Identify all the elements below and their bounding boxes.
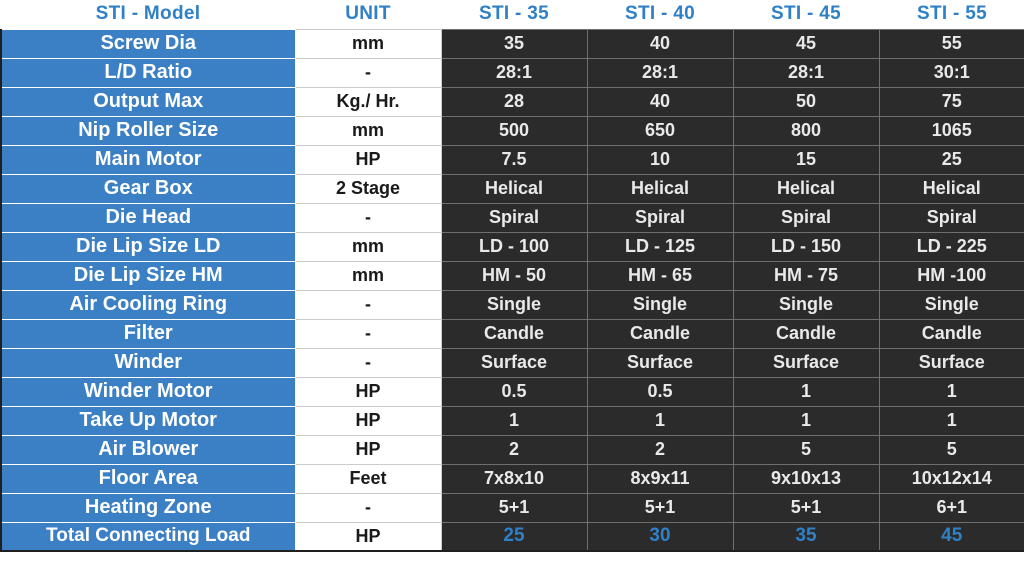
table-row (1, 29, 1024, 58)
row-label: Die Lip Size LD (1, 232, 295, 261)
table-row (1, 145, 1024, 174)
row-value: HM -100 (879, 261, 1024, 290)
row-label: Take Up Motor (1, 406, 295, 435)
row-value: 35 (441, 29, 587, 58)
row-unit: - (295, 290, 441, 319)
column-header-model: STI - Model (1, 0, 295, 29)
row-value: Candle (879, 319, 1024, 348)
row-value: 2 (587, 435, 733, 464)
table-row (1, 377, 1024, 406)
table-row (1, 174, 1024, 203)
row-value: Single (879, 290, 1024, 319)
row-value: LD - 100 (441, 232, 587, 261)
row-unit: HP (295, 377, 441, 406)
row-value: 28:1 (587, 58, 733, 87)
row-value: 45 (879, 522, 1024, 551)
row-unit: mm (295, 116, 441, 145)
table-row (1, 261, 1024, 290)
row-value: Surface (587, 348, 733, 377)
row-value: Spiral (587, 203, 733, 232)
row-unit: HP (295, 435, 441, 464)
row-unit: - (295, 493, 441, 522)
row-value: Helical (879, 174, 1024, 203)
row-unit: mm (295, 261, 441, 290)
row-unit: Kg./ Hr. (295, 87, 441, 116)
row-unit: - (295, 203, 441, 232)
table-row (1, 464, 1024, 493)
table-row (1, 435, 1024, 464)
row-label: Gear Box (1, 174, 295, 203)
row-label: Heating Zone (1, 493, 295, 522)
row-unit: mm (295, 232, 441, 261)
row-value: Spiral (879, 203, 1024, 232)
row-value: Candle (733, 319, 879, 348)
row-label: Winder Motor (1, 377, 295, 406)
row-unit: mm (295, 29, 441, 58)
row-value: 5+1 (733, 493, 879, 522)
row-value: HM - 65 (587, 261, 733, 290)
row-value: 1065 (879, 116, 1024, 145)
table-row (1, 58, 1024, 87)
row-unit: HP (295, 522, 441, 551)
row-label: Nip Roller Size (1, 116, 295, 145)
row-value: 55 (879, 29, 1024, 58)
column-header-sti-40: STI - 40 (587, 0, 733, 29)
row-value: 5+1 (441, 493, 587, 522)
row-value: 40 (587, 29, 733, 58)
row-value: HM - 50 (441, 261, 587, 290)
table-header (1, 0, 1024, 29)
column-header-unit: UNIT (295, 0, 441, 29)
row-unit: HP (295, 406, 441, 435)
row-value: 45 (733, 29, 879, 58)
table-row (1, 87, 1024, 116)
row-label: Air Cooling Ring (1, 290, 295, 319)
row-label: Main Motor (1, 145, 295, 174)
row-value: 0.5 (441, 377, 587, 406)
row-value: 30:1 (879, 58, 1024, 87)
row-value: 25 (879, 145, 1024, 174)
row-value: 28:1 (441, 58, 587, 87)
row-value: 1 (587, 406, 733, 435)
row-value: 1 (879, 377, 1024, 406)
row-label: Screw Dia (1, 29, 295, 58)
row-value: 5 (879, 435, 1024, 464)
table-row (1, 348, 1024, 377)
row-label: Winder (1, 348, 295, 377)
row-value: Surface (879, 348, 1024, 377)
row-value: 28 (441, 87, 587, 116)
row-value: Single (441, 290, 587, 319)
row-value: 7.5 (441, 145, 587, 174)
column-header-sti-45: STI - 45 (733, 0, 879, 29)
row-value: 28:1 (733, 58, 879, 87)
row-value: 25 (441, 522, 587, 551)
table-row (1, 406, 1024, 435)
row-value: 8x9x11 (587, 464, 733, 493)
table-row (1, 116, 1024, 145)
row-value: 1 (733, 377, 879, 406)
table-header-row (1, 0, 1024, 29)
row-value: 5+1 (587, 493, 733, 522)
row-value: Helical (441, 174, 587, 203)
row-unit: - (295, 319, 441, 348)
row-value: 75 (879, 87, 1024, 116)
row-value: Candle (587, 319, 733, 348)
row-value: 1 (879, 406, 1024, 435)
table-row (1, 522, 1024, 551)
table-row (1, 290, 1024, 319)
row-value: 40 (587, 87, 733, 116)
row-value: Spiral (733, 203, 879, 232)
column-header-sti-55: STI - 55 (879, 0, 1024, 29)
row-value: 7x8x10 (441, 464, 587, 493)
row-label: Air Blower (1, 435, 295, 464)
row-value: HM - 75 (733, 261, 879, 290)
row-value: 15 (733, 145, 879, 174)
row-value: 650 (587, 116, 733, 145)
row-value: 9x10x13 (733, 464, 879, 493)
row-unit: - (295, 348, 441, 377)
row-label: Output Max (1, 87, 295, 116)
row-value: 5 (733, 435, 879, 464)
row-unit: - (295, 58, 441, 87)
row-value: 0.5 (587, 377, 733, 406)
row-unit: 2 Stage (295, 174, 441, 203)
row-unit: Feet (295, 464, 441, 493)
row-value: LD - 225 (879, 232, 1024, 261)
row-value: Helical (733, 174, 879, 203)
row-value: 500 (441, 116, 587, 145)
row-label: Total Connecting Load (1, 522, 295, 551)
row-value: 30 (587, 522, 733, 551)
row-label: Die Head (1, 203, 295, 232)
table-row (1, 493, 1024, 522)
row-value: LD - 125 (587, 232, 733, 261)
row-value: LD - 150 (733, 232, 879, 261)
table-row (1, 232, 1024, 261)
row-value: Spiral (441, 203, 587, 232)
row-value: Surface (733, 348, 879, 377)
row-value: 2 (441, 435, 587, 464)
row-label: Filter (1, 319, 295, 348)
row-label: L/D Ratio (1, 58, 295, 87)
column-header-sti-35: STI - 35 (441, 0, 587, 29)
row-value: 1 (733, 406, 879, 435)
row-value: Helical (587, 174, 733, 203)
row-value: Surface (441, 348, 587, 377)
row-value: 1 (441, 406, 587, 435)
row-value: 6+1 (879, 493, 1024, 522)
row-unit: HP (295, 145, 441, 174)
row-label: Floor Area (1, 464, 295, 493)
row-value: 35 (733, 522, 879, 551)
row-value: 50 (733, 87, 879, 116)
row-value: Single (587, 290, 733, 319)
row-label: Die Lip Size HM (1, 261, 295, 290)
table-row (1, 203, 1024, 232)
row-value: 10 (587, 145, 733, 174)
row-value: 10x12x14 (879, 464, 1024, 493)
table-row (1, 319, 1024, 348)
row-value: 800 (733, 116, 879, 145)
row-value: Candle (441, 319, 587, 348)
row-value: Single (733, 290, 879, 319)
table-body (1, 29, 1024, 551)
